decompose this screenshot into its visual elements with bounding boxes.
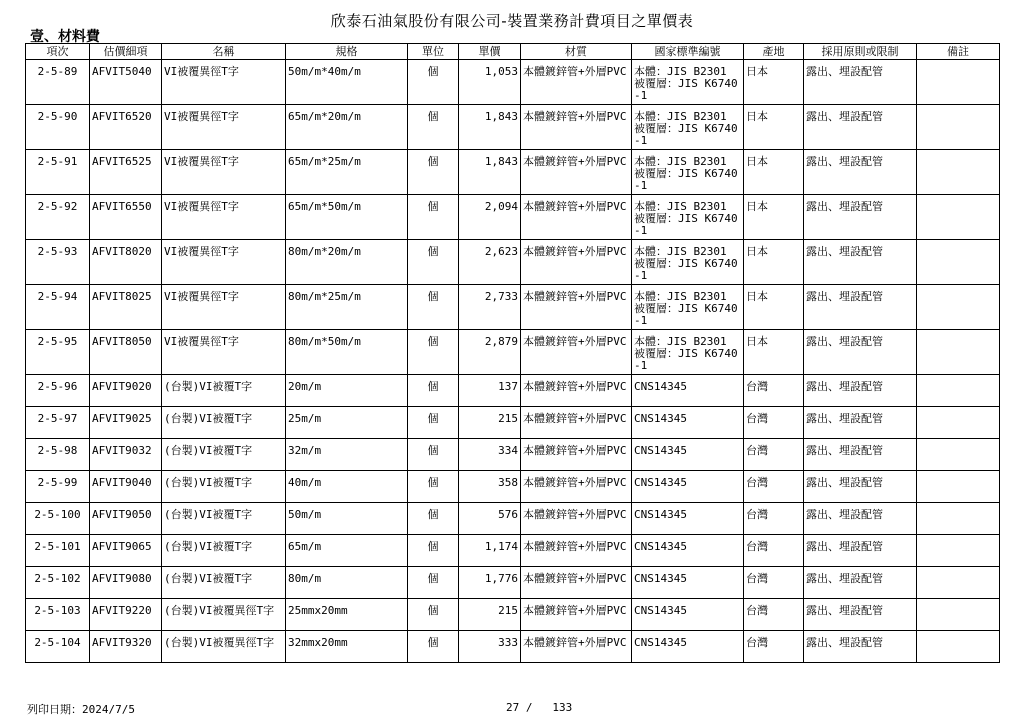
cell-price: 1,174 [459,535,521,567]
cell-material: 本體鍍鋅管+外層PVC [521,407,632,439]
cell-unit: 個 [408,105,459,150]
header-principle: 採用原則或限制 [804,44,917,60]
cell-unit: 個 [408,503,459,535]
cell-price: 333 [459,631,521,663]
cell-standard: CNS14345 [632,471,744,503]
table-row [26,407,1000,439]
cell-unit: 個 [408,407,459,439]
cell-material: 本體鍍鋅管+外層PVC [521,285,632,330]
cell-code: AFVIT9025 [90,407,162,439]
cell-note [917,471,1000,503]
cell-unit: 個 [408,439,459,471]
cell-material: 本體鍍鋅管+外層PVC [521,471,632,503]
cell-price: 137 [459,375,521,407]
cell-origin: 日本 [744,60,804,105]
cell-material: 本體鍍鋅管+外層PVC [521,330,632,375]
cell-principle: 露出、埋設配管 [804,330,917,375]
cell-code: AFVIT6525 [90,150,162,195]
cell-principle: 露出、埋設配管 [804,631,917,663]
cell-unit: 個 [408,567,459,599]
cell-spec: 25mmx20mm [286,599,408,631]
cell-origin: 日本 [744,105,804,150]
cell-spec: 80m/m*20m/m [286,240,408,285]
cell-note [917,439,1000,471]
cell-unit: 個 [408,240,459,285]
cell-principle: 露出、埋設配管 [804,535,917,567]
cell-code: AFVIT9320 [90,631,162,663]
cell-note [917,150,1000,195]
table-row [26,240,1000,285]
cell-spec: 32mmx20mm [286,631,408,663]
cell-code: AFVIT9065 [90,535,162,567]
cell-standard: CNS14345 [632,631,744,663]
header-spec: 規格 [286,44,408,60]
cell-item: 2-5-92 [26,195,90,240]
table-row [26,535,1000,567]
cell-standard: 本體：JIS B2301 被覆層：JIS K6740-1 [632,285,744,330]
cell-origin: 日本 [744,195,804,240]
cell-unit: 個 [408,375,459,407]
cell-standard: 本體：JIS B2301 被覆層：JIS K6740-1 [632,240,744,285]
cell-code: AFVIT9050 [90,503,162,535]
cell-item: 2-5-104 [26,631,90,663]
cell-price: 2,094 [459,195,521,240]
cell-note [917,535,1000,567]
cell-material: 本體鍍鋅管+外層PVC [521,195,632,240]
cell-price: 2,879 [459,330,521,375]
cell-name: VI被覆異徑T字 [162,60,286,105]
cell-principle: 露出、埋設配管 [804,285,917,330]
cell-note [917,60,1000,105]
cell-material: 本體鍍鋅管+外層PVC [521,567,632,599]
cell-price: 576 [459,503,521,535]
cell-item: 2-5-93 [26,240,90,285]
cell-spec: 65m/m [286,535,408,567]
table-row [26,567,1000,599]
cell-item: 2-5-89 [26,60,90,105]
cell-standard: CNS14345 [632,407,744,439]
table-row [26,285,1000,330]
cell-note [917,631,1000,663]
cell-standard: CNS14345 [632,535,744,567]
cell-code: AFVIT9080 [90,567,162,599]
cell-origin: 日本 [744,150,804,195]
cell-name: (台製)VI被覆T字 [162,407,286,439]
cell-material: 本體鍍鋅管+外層PVC [521,375,632,407]
cell-price: 2,733 [459,285,521,330]
cell-unit: 個 [408,631,459,663]
cell-principle: 露出、埋設配管 [804,60,917,105]
cell-name: VI被覆異徑T字 [162,240,286,285]
cell-price: 215 [459,407,521,439]
header-standard: 國家標準編號 [632,44,744,60]
cell-origin: 台灣 [744,535,804,567]
cell-spec: 50m/m*40m/m [286,60,408,105]
cell-material: 本體鍍鋅管+外層PVC [521,60,632,105]
cell-origin: 台灣 [744,375,804,407]
table-row [26,439,1000,471]
cell-standard: 本體：JIS B2301 被覆層：JIS K6740-1 [632,60,744,105]
cell-item: 2-5-101 [26,535,90,567]
cell-origin: 台灣 [744,471,804,503]
cell-origin: 台灣 [744,631,804,663]
table-row [26,105,1000,150]
cell-note [917,195,1000,240]
header-unit: 單位 [408,44,459,60]
cell-spec: 80m/m*25m/m [286,285,408,330]
cell-name: (台製)VI被覆T字 [162,439,286,471]
cell-standard: CNS14345 [632,599,744,631]
cell-code: AFVIT8050 [90,330,162,375]
cell-material: 本體鍍鋅管+外層PVC [521,503,632,535]
cell-price: 1,843 [459,150,521,195]
cell-spec: 65m/m*20m/m [286,105,408,150]
cell-standard: CNS14345 [632,375,744,407]
cell-note [917,407,1000,439]
cell-name: (台製)VI被覆T字 [162,535,286,567]
cell-unit: 個 [408,535,459,567]
cell-name: VI被覆異徑T字 [162,150,286,195]
cell-note [917,240,1000,285]
cell-code: AFVIT5040 [90,60,162,105]
cell-standard: 本體：JIS B2301 被覆層：JIS K6740-1 [632,330,744,375]
header-code: 估價細項 [90,44,162,60]
cell-code: AFVIT9032 [90,439,162,471]
header-note: 備註 [917,44,1000,60]
cell-principle: 露出、埋設配管 [804,599,917,631]
cell-spec: 25m/m [286,407,408,439]
cell-price: 1,776 [459,567,521,599]
table-row [26,330,1000,375]
table-row [26,471,1000,503]
table-row [26,150,1000,195]
header-name: 名稱 [162,44,286,60]
cell-spec: 50m/m [286,503,408,535]
cell-note [917,375,1000,407]
table-row [26,60,1000,105]
cell-origin: 台灣 [744,503,804,535]
cell-spec: 80m/m [286,567,408,599]
header-material: 材質 [521,44,632,60]
cell-origin: 台灣 [744,599,804,631]
page-number: 27 / 133 [506,701,573,714]
cell-note [917,503,1000,535]
cell-price: 358 [459,471,521,503]
cell-spec: 20m/m [286,375,408,407]
section-heading: 壹、材料費 [30,29,100,45]
cell-principle: 露出、埋設配管 [804,567,917,599]
cell-code: AFVIT6520 [90,105,162,150]
cell-material: 本體鍍鋅管+外層PVC [521,150,632,195]
cell-origin: 日本 [744,240,804,285]
table-row [26,195,1000,240]
cell-principle: 露出、埋設配管 [804,105,917,150]
cell-name: (台製)VI被覆異徑T字 [162,599,286,631]
cell-unit: 個 [408,285,459,330]
cell-price: 334 [459,439,521,471]
cell-unit: 個 [408,330,459,375]
cell-origin: 台灣 [744,439,804,471]
cell-note [917,105,1000,150]
cell-principle: 露出、埋設配管 [804,375,917,407]
cell-material: 本體鍍鋅管+外層PVC [521,599,632,631]
cell-name: (台製)VI被覆T字 [162,503,286,535]
cell-item: 2-5-102 [26,567,90,599]
cell-note [917,567,1000,599]
cell-origin: 日本 [744,330,804,375]
cell-code: AFVIT9040 [90,471,162,503]
cell-code: AFVIT8020 [90,240,162,285]
cell-material: 本體鍍鋅管+外層PVC [521,105,632,150]
header-price: 單價 [459,44,521,60]
price-table [25,43,1000,663]
cell-spec: 65m/m*25m/m [286,150,408,195]
cell-name: VI被覆異徑T字 [162,285,286,330]
cell-code: AFVIT6550 [90,195,162,240]
cell-item: 2-5-99 [26,471,90,503]
cell-material: 本體鍍鋅管+外層PVC [521,240,632,285]
cell-material: 本體鍍鋅管+外層PVC [521,631,632,663]
cell-origin: 台灣 [744,407,804,439]
header-origin: 產地 [744,44,804,60]
cell-name: VI被覆異徑T字 [162,105,286,150]
cell-principle: 露出、埋設配管 [804,150,917,195]
cell-unit: 個 [408,195,459,240]
cell-standard: CNS14345 [632,439,744,471]
cell-material: 本體鍍鋅管+外層PVC [521,535,632,567]
cell-name: (台製)VI被覆T字 [162,471,286,503]
table-row [26,599,1000,631]
cell-name: VI被覆異徑T字 [162,330,286,375]
cell-code: AFVIT9020 [90,375,162,407]
cell-standard: CNS14345 [632,567,744,599]
cell-name: (台製)VI被覆T字 [162,567,286,599]
cell-spec: 65m/m*50m/m [286,195,408,240]
cell-origin: 日本 [744,285,804,330]
cell-unit: 個 [408,60,459,105]
cell-code: AFVIT9220 [90,599,162,631]
cell-standard: 本體：JIS B2301 被覆層：JIS K6740-1 [632,195,744,240]
cell-unit: 個 [408,471,459,503]
cell-item: 2-5-90 [26,105,90,150]
cell-item: 2-5-97 [26,407,90,439]
cell-spec: 80m/m*50m/m [286,330,408,375]
cell-unit: 個 [408,599,459,631]
cell-standard: 本體：JIS B2301 被覆層：JIS K6740-1 [632,105,744,150]
cell-principle: 露出、埋設配管 [804,195,917,240]
cell-principle: 露出、埋設配管 [804,407,917,439]
cell-item: 2-5-103 [26,599,90,631]
table-row [26,631,1000,663]
cell-name: VI被覆異徑T字 [162,195,286,240]
header-row [26,44,1000,60]
cell-name: (台製)VI被覆T字 [162,375,286,407]
cell-principle: 露出、埋設配管 [804,439,917,471]
cell-item: 2-5-94 [26,285,90,330]
print-date: 列印日期：2024/7/5 [27,703,135,716]
cell-standard: CNS14345 [632,503,744,535]
cell-item: 2-5-91 [26,150,90,195]
cell-unit: 個 [408,150,459,195]
cell-spec: 32m/m [286,439,408,471]
cell-item: 2-5-95 [26,330,90,375]
cell-standard: 本體：JIS B2301 被覆層：JIS K6740-1 [632,150,744,195]
cell-note [917,285,1000,330]
table-row [26,503,1000,535]
cell-price: 1,053 [459,60,521,105]
cell-note [917,330,1000,375]
document-title: 欣泰石油氣股份有限公司-裝置業務計費項目之單價表 [330,12,694,30]
cell-note [917,599,1000,631]
header-item: 項次 [26,44,90,60]
cell-price: 1,843 [459,105,521,150]
cell-item: 2-5-98 [26,439,90,471]
cell-name: (台製)VI被覆異徑T字 [162,631,286,663]
cell-principle: 露出、埋設配管 [804,503,917,535]
table-body [26,60,1000,663]
cell-material: 本體鍍鋅管+外層PVC [521,439,632,471]
cell-origin: 台灣 [744,567,804,599]
cell-spec: 40m/m [286,471,408,503]
cell-principle: 露出、埋設配管 [804,471,917,503]
cell-item: 2-5-96 [26,375,90,407]
cell-price: 215 [459,599,521,631]
cell-principle: 露出、埋設配管 [804,240,917,285]
table-row [26,375,1000,407]
cell-item: 2-5-100 [26,503,90,535]
cell-code: AFVIT8025 [90,285,162,330]
cell-price: 2,623 [459,240,521,285]
